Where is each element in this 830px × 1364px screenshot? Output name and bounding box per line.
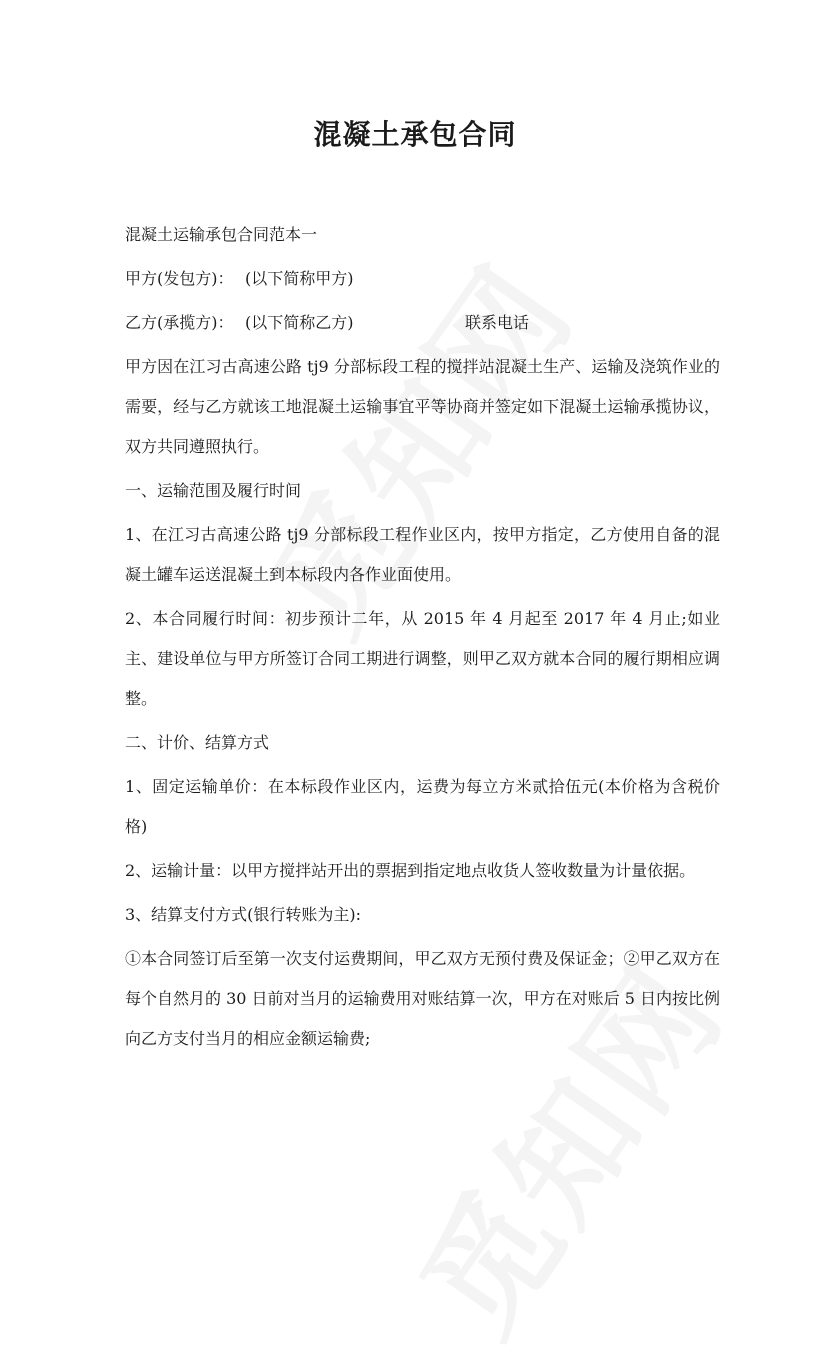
party-a-note: (以下简称甲方) <box>245 269 354 288</box>
section2-heading: 二、计价、结算方式 <box>125 733 270 752</box>
party-b-note: (以下简称乙方) <box>245 313 354 332</box>
section1-heading: 一、运输范围及履行时间 <box>125 481 302 500</box>
party-b-line <box>125 303 720 343</box>
document-body <box>125 215 720 1063</box>
section2-item1: 1、固定运输单价：在本标段作业区内，运费为每立方米贰拾伍元(本价格为含税价格) <box>125 777 720 836</box>
party-b-phone-label: 联系电话 <box>465 313 530 332</box>
section2-item2: 2、运输计量：以甲方搅拌站开出的票据到指定地点收货人签收数量为计量依据。 <box>125 861 696 880</box>
section2-item3-detail: ①本合同签订后至第一次支付运费期间，甲乙双方无预付费及保证金；②甲乙双方在每个自然月的 30 日前对当月的运输费用对账结算一次，甲方在对账后 5 日内按比例向乙方支付当月的相应金额运输费; <box>125 949 720 1048</box>
document-subtitle: 混凝土运输承包合同范本一 <box>125 225 318 244</box>
section1-item1: 1、在江习古高速公路 tj9 分部标段工程作业区内，按甲方指定，乙方使用自备的混凝土罐车运送混凝土到本标段内各作业面使用。 <box>125 525 720 584</box>
party-a-line <box>125 259 720 299</box>
section2-item3: 3、结算支付方式(银行转账为主): <box>125 905 362 924</box>
party-a-label: 甲方(发包方)： <box>125 269 234 288</box>
section1-item2: 2、本合同履行时间：初步预计二年，从 2015 年 4 月起至 2017 年 4 月止;如业主、建设单位与甲方所签订合同工期进行调整，则甲乙双方就本合同的履行期相应调整。 <box>125 609 720 708</box>
document-title: 混凝土承包合同 <box>313 118 517 151</box>
intro-paragraph: 甲方因在江习古高速公路 tj9 分部标段工程的搅拌站混凝土生产、运输及浇筑作业的需要，经与乙方就该工地混凝土运输事宜平等协商并签定如下混凝土运输承揽协议，双方共同遵照执行。 <box>125 357 720 456</box>
party-b-label: 乙方(承揽方)： <box>125 313 234 332</box>
